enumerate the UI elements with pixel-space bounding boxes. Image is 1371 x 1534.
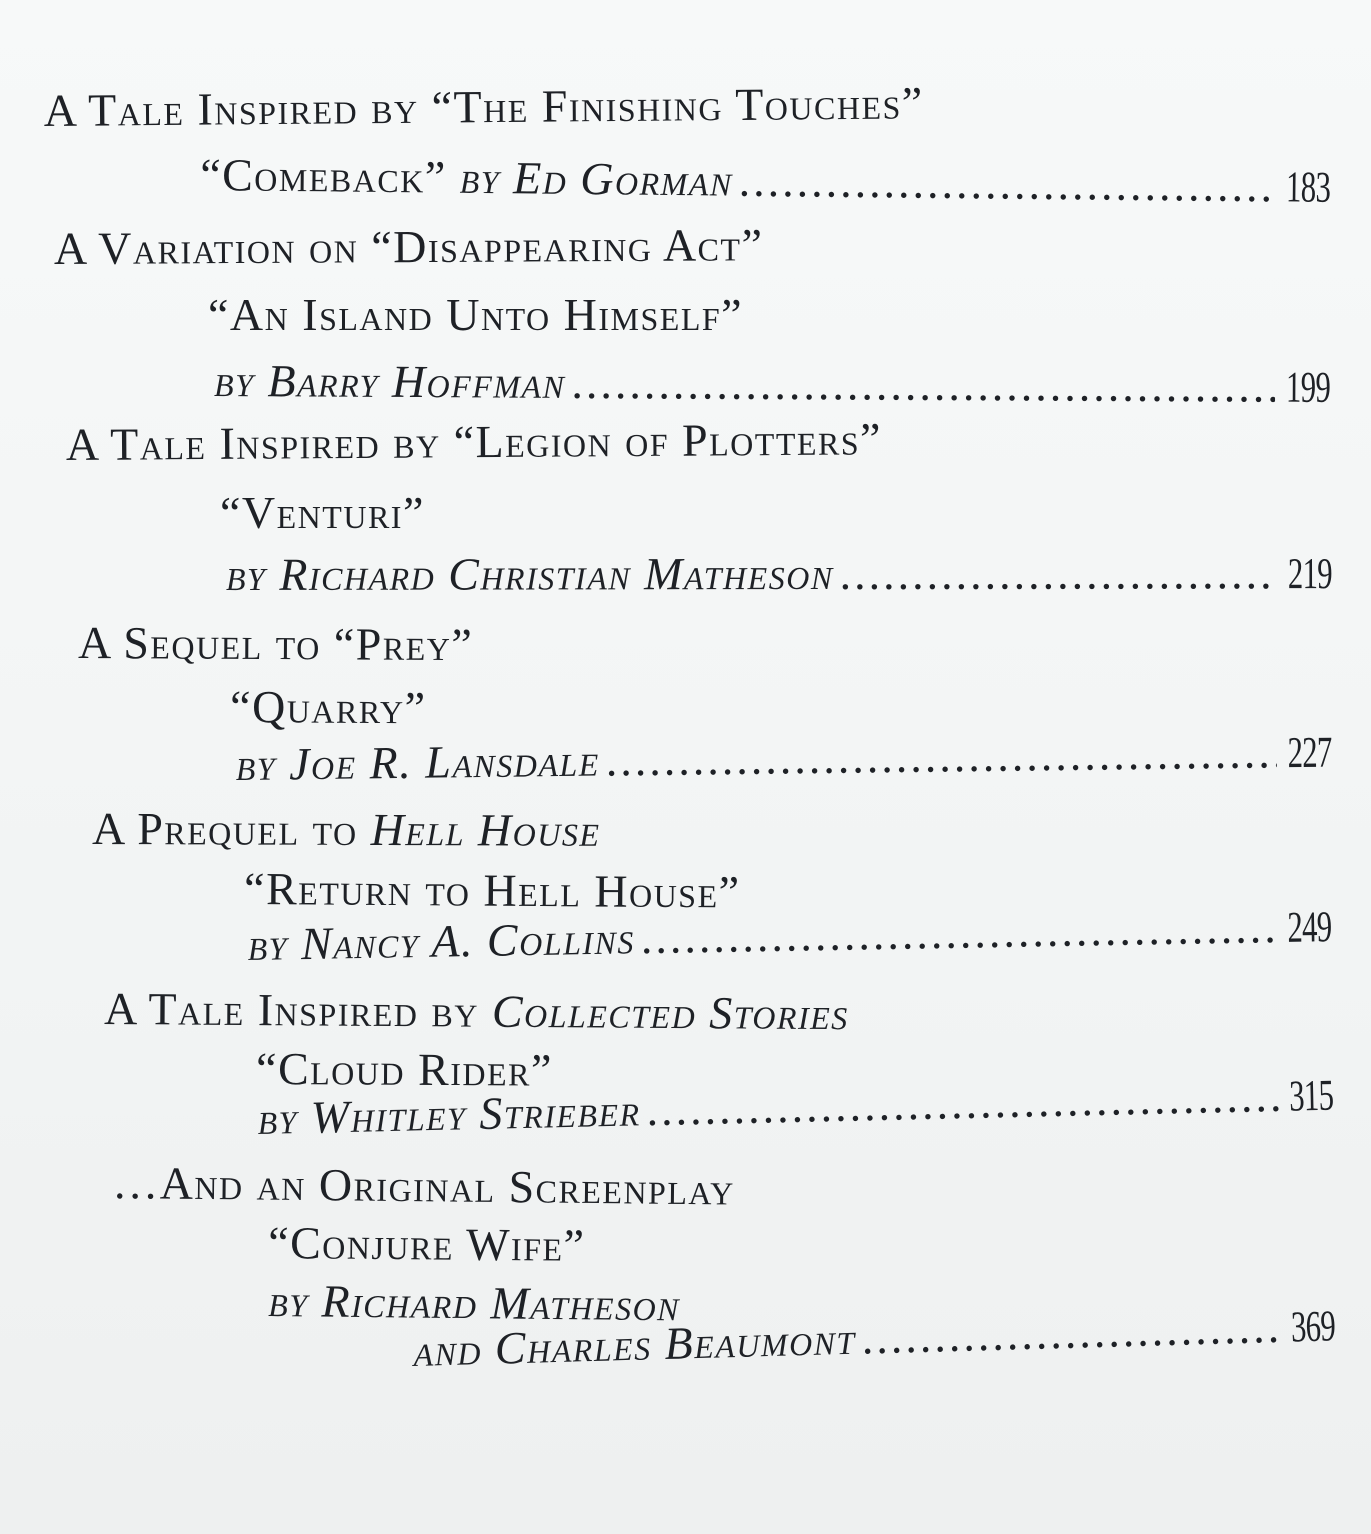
toc-author-prefix: and bbox=[412, 1323, 483, 1376]
toc-heading: A Tale Inspired by “Legion of Plotters” bbox=[65, 413, 883, 470]
toc-story-title: “An Island Unto Himself” bbox=[208, 289, 744, 340]
toc-page-number: 219 bbox=[1287, 549, 1333, 599]
toc-heading: A Tale Inspired by “The Finishing Touches” bbox=[43, 77, 924, 136]
toc-heading: A Variation on “Disappearing Act” bbox=[53, 219, 764, 274]
toc-author-prefix: by bbox=[225, 548, 267, 600]
toc-story-title: “Cloud Rider” bbox=[255, 1043, 553, 1096]
toc-author: Richard Matheson bbox=[321, 1275, 681, 1331]
toc-heading-work: Collected Stories bbox=[491, 985, 849, 1040]
toc-page-number: 249 bbox=[1286, 902, 1332, 952]
toc-leader-dots bbox=[834, 550, 1277, 597]
toc-heading bbox=[91, 803, 601, 856]
toc-author: Ed Gorman bbox=[512, 152, 733, 206]
toc-author-prefix: by bbox=[459, 151, 501, 204]
toc-page-number: 183 bbox=[1285, 162, 1331, 212]
toc-entry-line[interactable] bbox=[225, 547, 1333, 600]
toc-page-number: 315 bbox=[1288, 1070, 1334, 1121]
toc-heading: A Sequel to “Prey” bbox=[77, 617, 474, 671]
toc-entry-line[interactable] bbox=[235, 729, 1331, 788]
toc-author: Whitley Strieber bbox=[310, 1084, 642, 1143]
toc-author-prefix: by bbox=[247, 918, 289, 970]
toc-leader-dots bbox=[855, 1304, 1281, 1362]
toc-page-number: 199 bbox=[1285, 362, 1331, 412]
toc-leader-dots bbox=[732, 158, 1275, 210]
toc-author: Joe R. Lansdale bbox=[288, 734, 600, 790]
toc-leader-dots bbox=[634, 904, 1276, 961]
toc-heading-prefix: A Tale Inspired by bbox=[103, 983, 480, 1037]
toc-page-number: 227 bbox=[1287, 727, 1332, 778]
toc-author: Charles Beaumont bbox=[494, 1312, 857, 1374]
toc-author-prefix: by bbox=[267, 1275, 309, 1327]
toc-page-number: 369 bbox=[1290, 1301, 1336, 1352]
toc-author-prefix: by bbox=[256, 1092, 299, 1144]
toc-author-prefix: by bbox=[235, 738, 277, 790]
toc-story-title: “Quarry” bbox=[229, 681, 427, 734]
toc-author: Barry Hoffman bbox=[267, 355, 566, 408]
toc-story-title: “Venturi” bbox=[220, 487, 425, 538]
toc-leader-dots bbox=[565, 360, 1275, 410]
toc-story-title: “Return to Hell House” bbox=[243, 863, 741, 918]
toc-leader-dots bbox=[599, 729, 1277, 783]
toc-author-prefix: by bbox=[213, 355, 255, 407]
toc-story-title: “Conjure Wife” bbox=[267, 1217, 586, 1271]
toc-author: Nancy A. Collins bbox=[300, 912, 636, 970]
toc-heading: …And an Original Screenplay bbox=[111, 1157, 735, 1215]
toc-heading-work: Hell House bbox=[370, 803, 601, 856]
toc-entry-line[interactable] bbox=[199, 149, 1331, 212]
toc-author: Richard Christian Matheson bbox=[279, 547, 834, 600]
toc-leader-dots bbox=[640, 1073, 1279, 1133]
toc-entry-line[interactable] bbox=[213, 355, 1331, 412]
toc-story-title: “Comeback” bbox=[199, 149, 448, 203]
toc-heading-prefix: A Prequel to bbox=[91, 803, 358, 855]
toc-heading bbox=[103, 983, 849, 1040]
